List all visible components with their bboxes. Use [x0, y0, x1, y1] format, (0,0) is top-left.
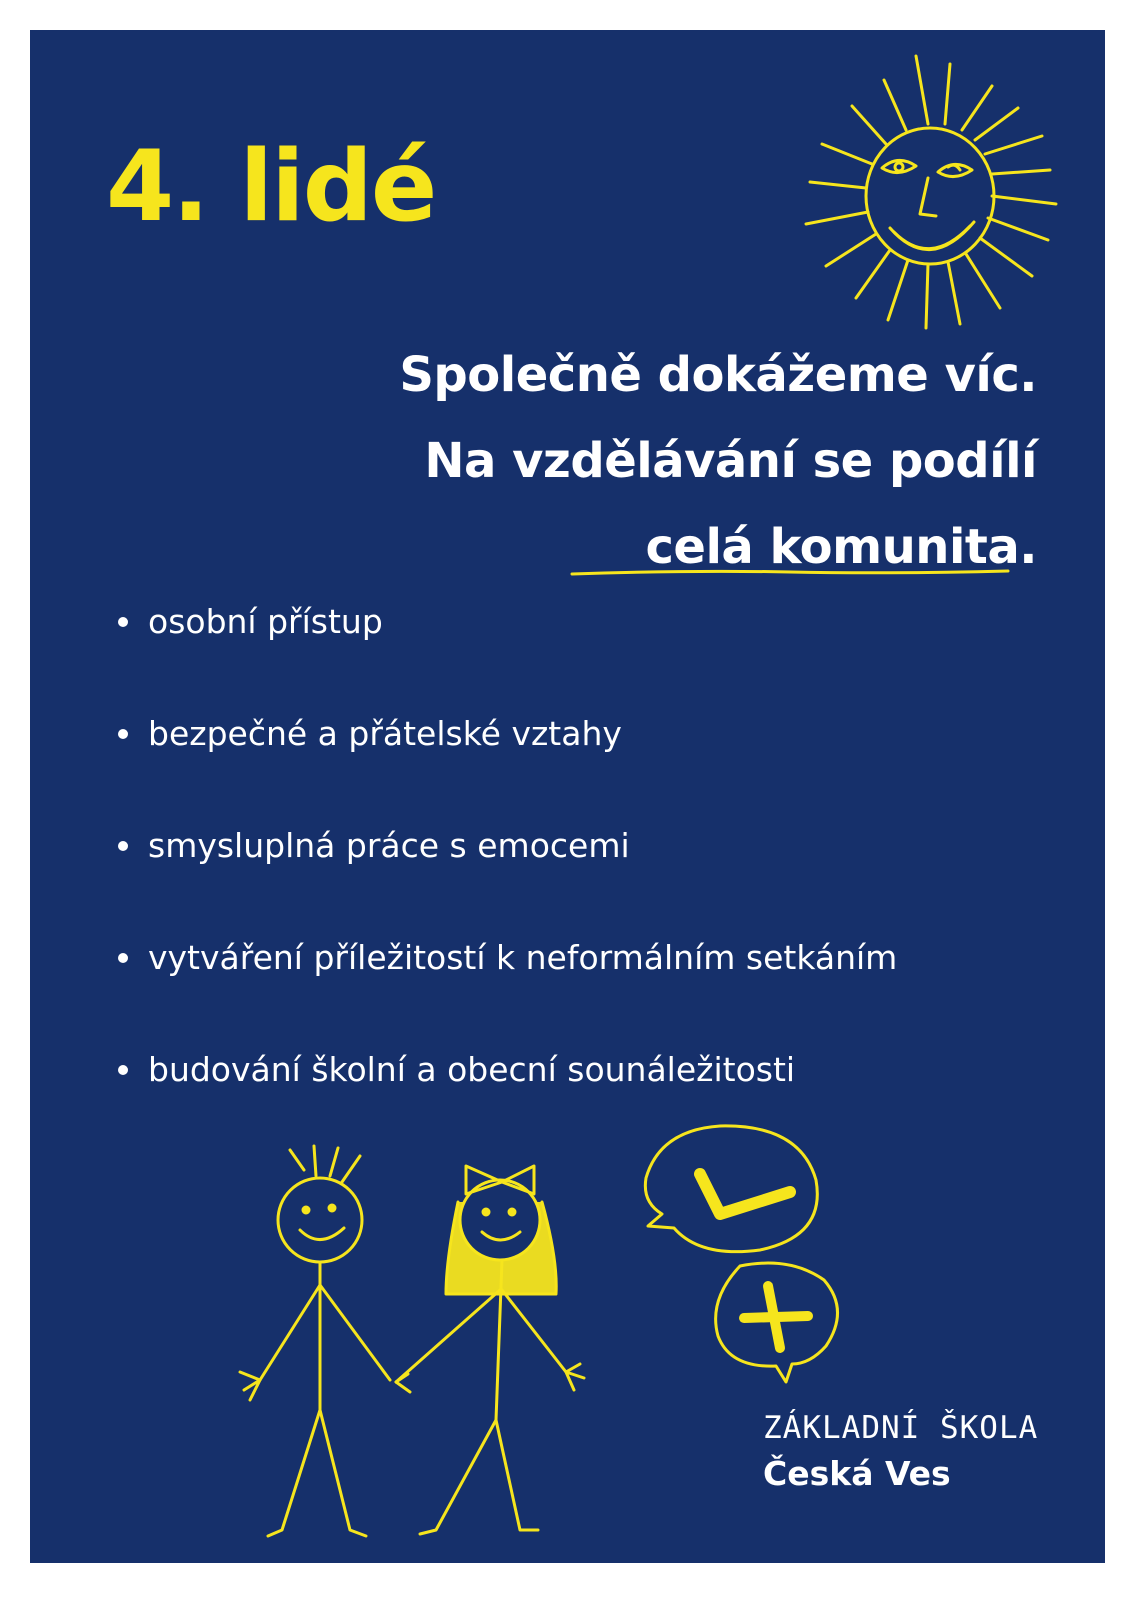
slogan — [399, 332, 1037, 590]
checkmark-speech-bubble-icon — [645, 1126, 817, 1252]
plus-speech-bubble-icon — [716, 1263, 838, 1382]
list-item — [118, 702, 897, 814]
list-item-text: vytváření příležitostí k neformálním setkáním — [148, 938, 898, 977]
slogan-line-2: Na vzdělávání se podílí — [424, 433, 1037, 489]
list-item-text: osobní přístup — [148, 602, 383, 641]
list-item-text: smysluplná práce s emocemi — [148, 826, 630, 865]
page-title: 4. lidé — [106, 130, 436, 244]
slogan-line-1: Společně dokážeme víc. — [399, 347, 1037, 403]
boy-stick-figure-icon — [240, 1146, 390, 1536]
list-item — [118, 926, 897, 1038]
bullet-dot — [118, 729, 128, 739]
sun-drawing-icon — [770, 36, 1090, 336]
bullet-dot — [118, 953, 128, 963]
girl-stick-figure-icon — [396, 1166, 584, 1534]
school-place: Česká Ves — [763, 1454, 951, 1493]
bullet-dot — [118, 841, 128, 851]
figures-drawing — [220, 1110, 840, 1560]
bullet-dot — [118, 617, 128, 627]
list-item-text: budování školní a obecní sounáležitosti — [148, 1050, 796, 1089]
list-item — [118, 814, 897, 926]
poster — [30, 30, 1105, 1563]
school-name: ZÁKLADNÍ ŠKOLA — [763, 1410, 1039, 1446]
underline-stroke — [570, 566, 1010, 580]
list-item — [118, 590, 897, 702]
slogan-line-3: celá komunita. — [645, 519, 1037, 575]
list-item-text: bezpečné a přátelské vztahy — [148, 714, 622, 753]
bullet-list — [118, 590, 897, 1150]
school-signature — [763, 1405, 1038, 1497]
bullet-dot — [118, 1065, 128, 1075]
